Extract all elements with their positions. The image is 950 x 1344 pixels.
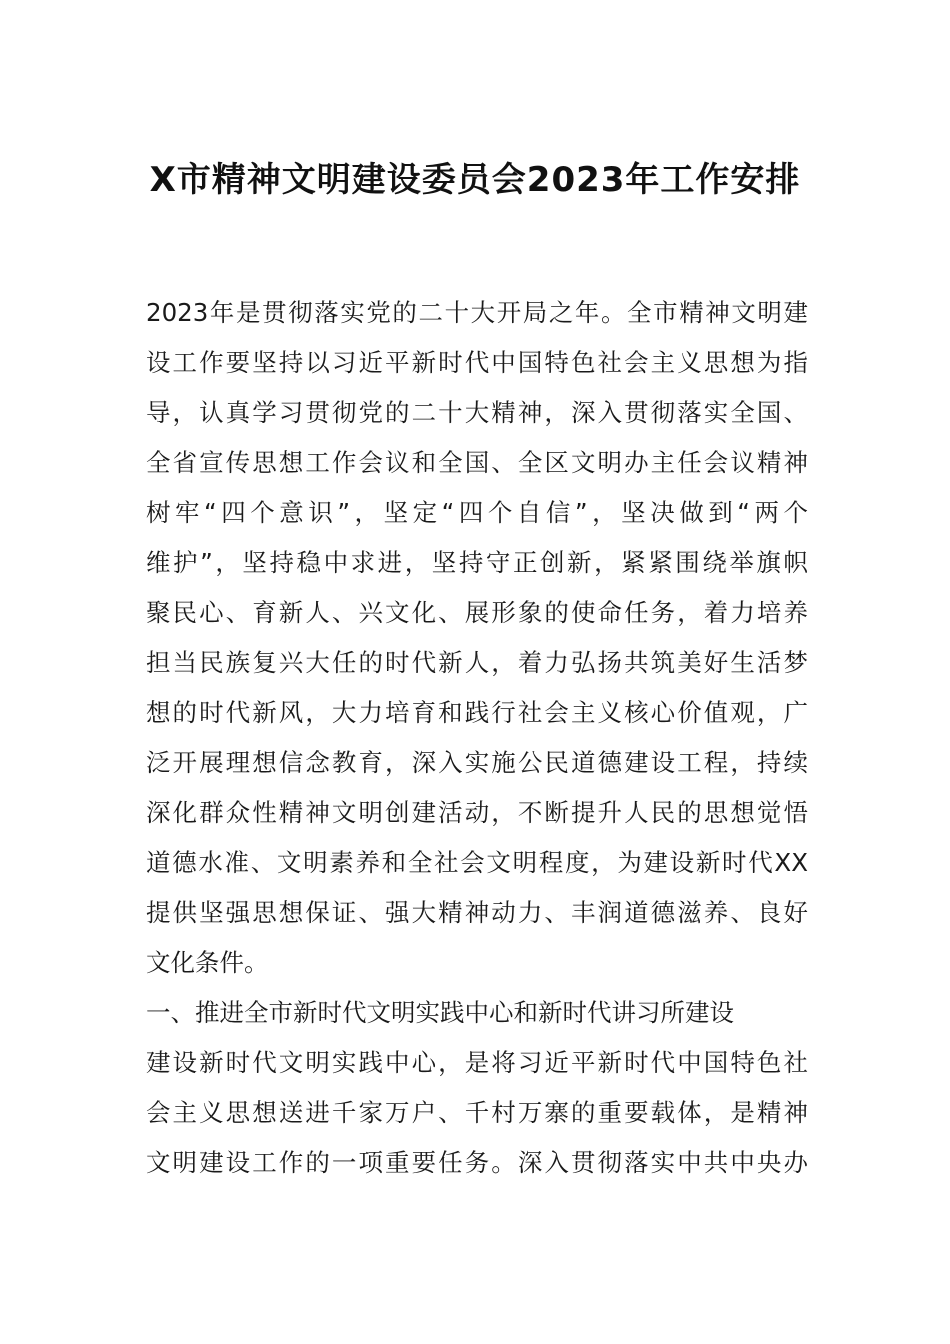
- paragraph-line: 导，认真学习贯彻党的二十大精神，深入贯彻落实全国、: [146, 398, 808, 427]
- paragraph-line: 全省宣传思想工作会议和全国、全区文明办主任会议精神: [146, 448, 808, 477]
- paragraph-line: 会主义思想送进千家万户、千村万寨的重要载体，是精神: [146, 1098, 808, 1127]
- paragraph-line: 泛开展理想信念教育，深入实施公民道德建设工程，持续: [146, 748, 808, 777]
- paragraph-line: 提供坚强思想保证、强大精神动力、丰润道德滋养、良好: [146, 898, 808, 927]
- document-title: X市精神文明建设委员会2023年工作安排: [149, 160, 801, 200]
- document-body: [146, 288, 808, 1188]
- paragraph-line: 文明建设工作的一项重要任务。深入贯彻落实中共中央办: [146, 1148, 808, 1177]
- paragraph-line: 道德水准、文明素养和全社会文明程度，为建设新时代XX: [146, 848, 808, 877]
- paragraph-line: 想的时代新风，大力培育和践行社会主义核心价值观，广: [146, 698, 808, 727]
- paragraph-line: 担当民族复兴大任的时代新人，着力弘扬共筑美好生活梦: [146, 648, 808, 677]
- paragraph-line: 树牢“四个意识”，坚定“四个自信”，坚决做到“两个: [146, 498, 808, 527]
- paragraph-line: 文化条件。: [146, 948, 269, 977]
- paragraph-line: 深化群众性精神文明创建活动，不断提升人民的思想觉悟: [146, 798, 808, 827]
- section-heading: 一、推进全市新时代文明实践中心和新时代讲习所建设: [146, 998, 734, 1027]
- paragraph-line: 聚民心、育新人、兴文化、展形象的使命任务，着力培养: [146, 598, 808, 627]
- paragraph-line: 建设新时代文明实践中心，是将习近平新时代中国特色社: [146, 1048, 808, 1077]
- paragraph-line: 维护”，坚持稳中求进，坚持守正创新，紧紧围绕举旗帜: [146, 548, 808, 577]
- paragraph-line: 设工作要坚持以习近平新时代中国特色社会主义思想为指: [146, 348, 808, 377]
- paragraph-line: 2023年是贯彻落实党的二十大开局之年。全市精神文明建: [146, 298, 808, 327]
